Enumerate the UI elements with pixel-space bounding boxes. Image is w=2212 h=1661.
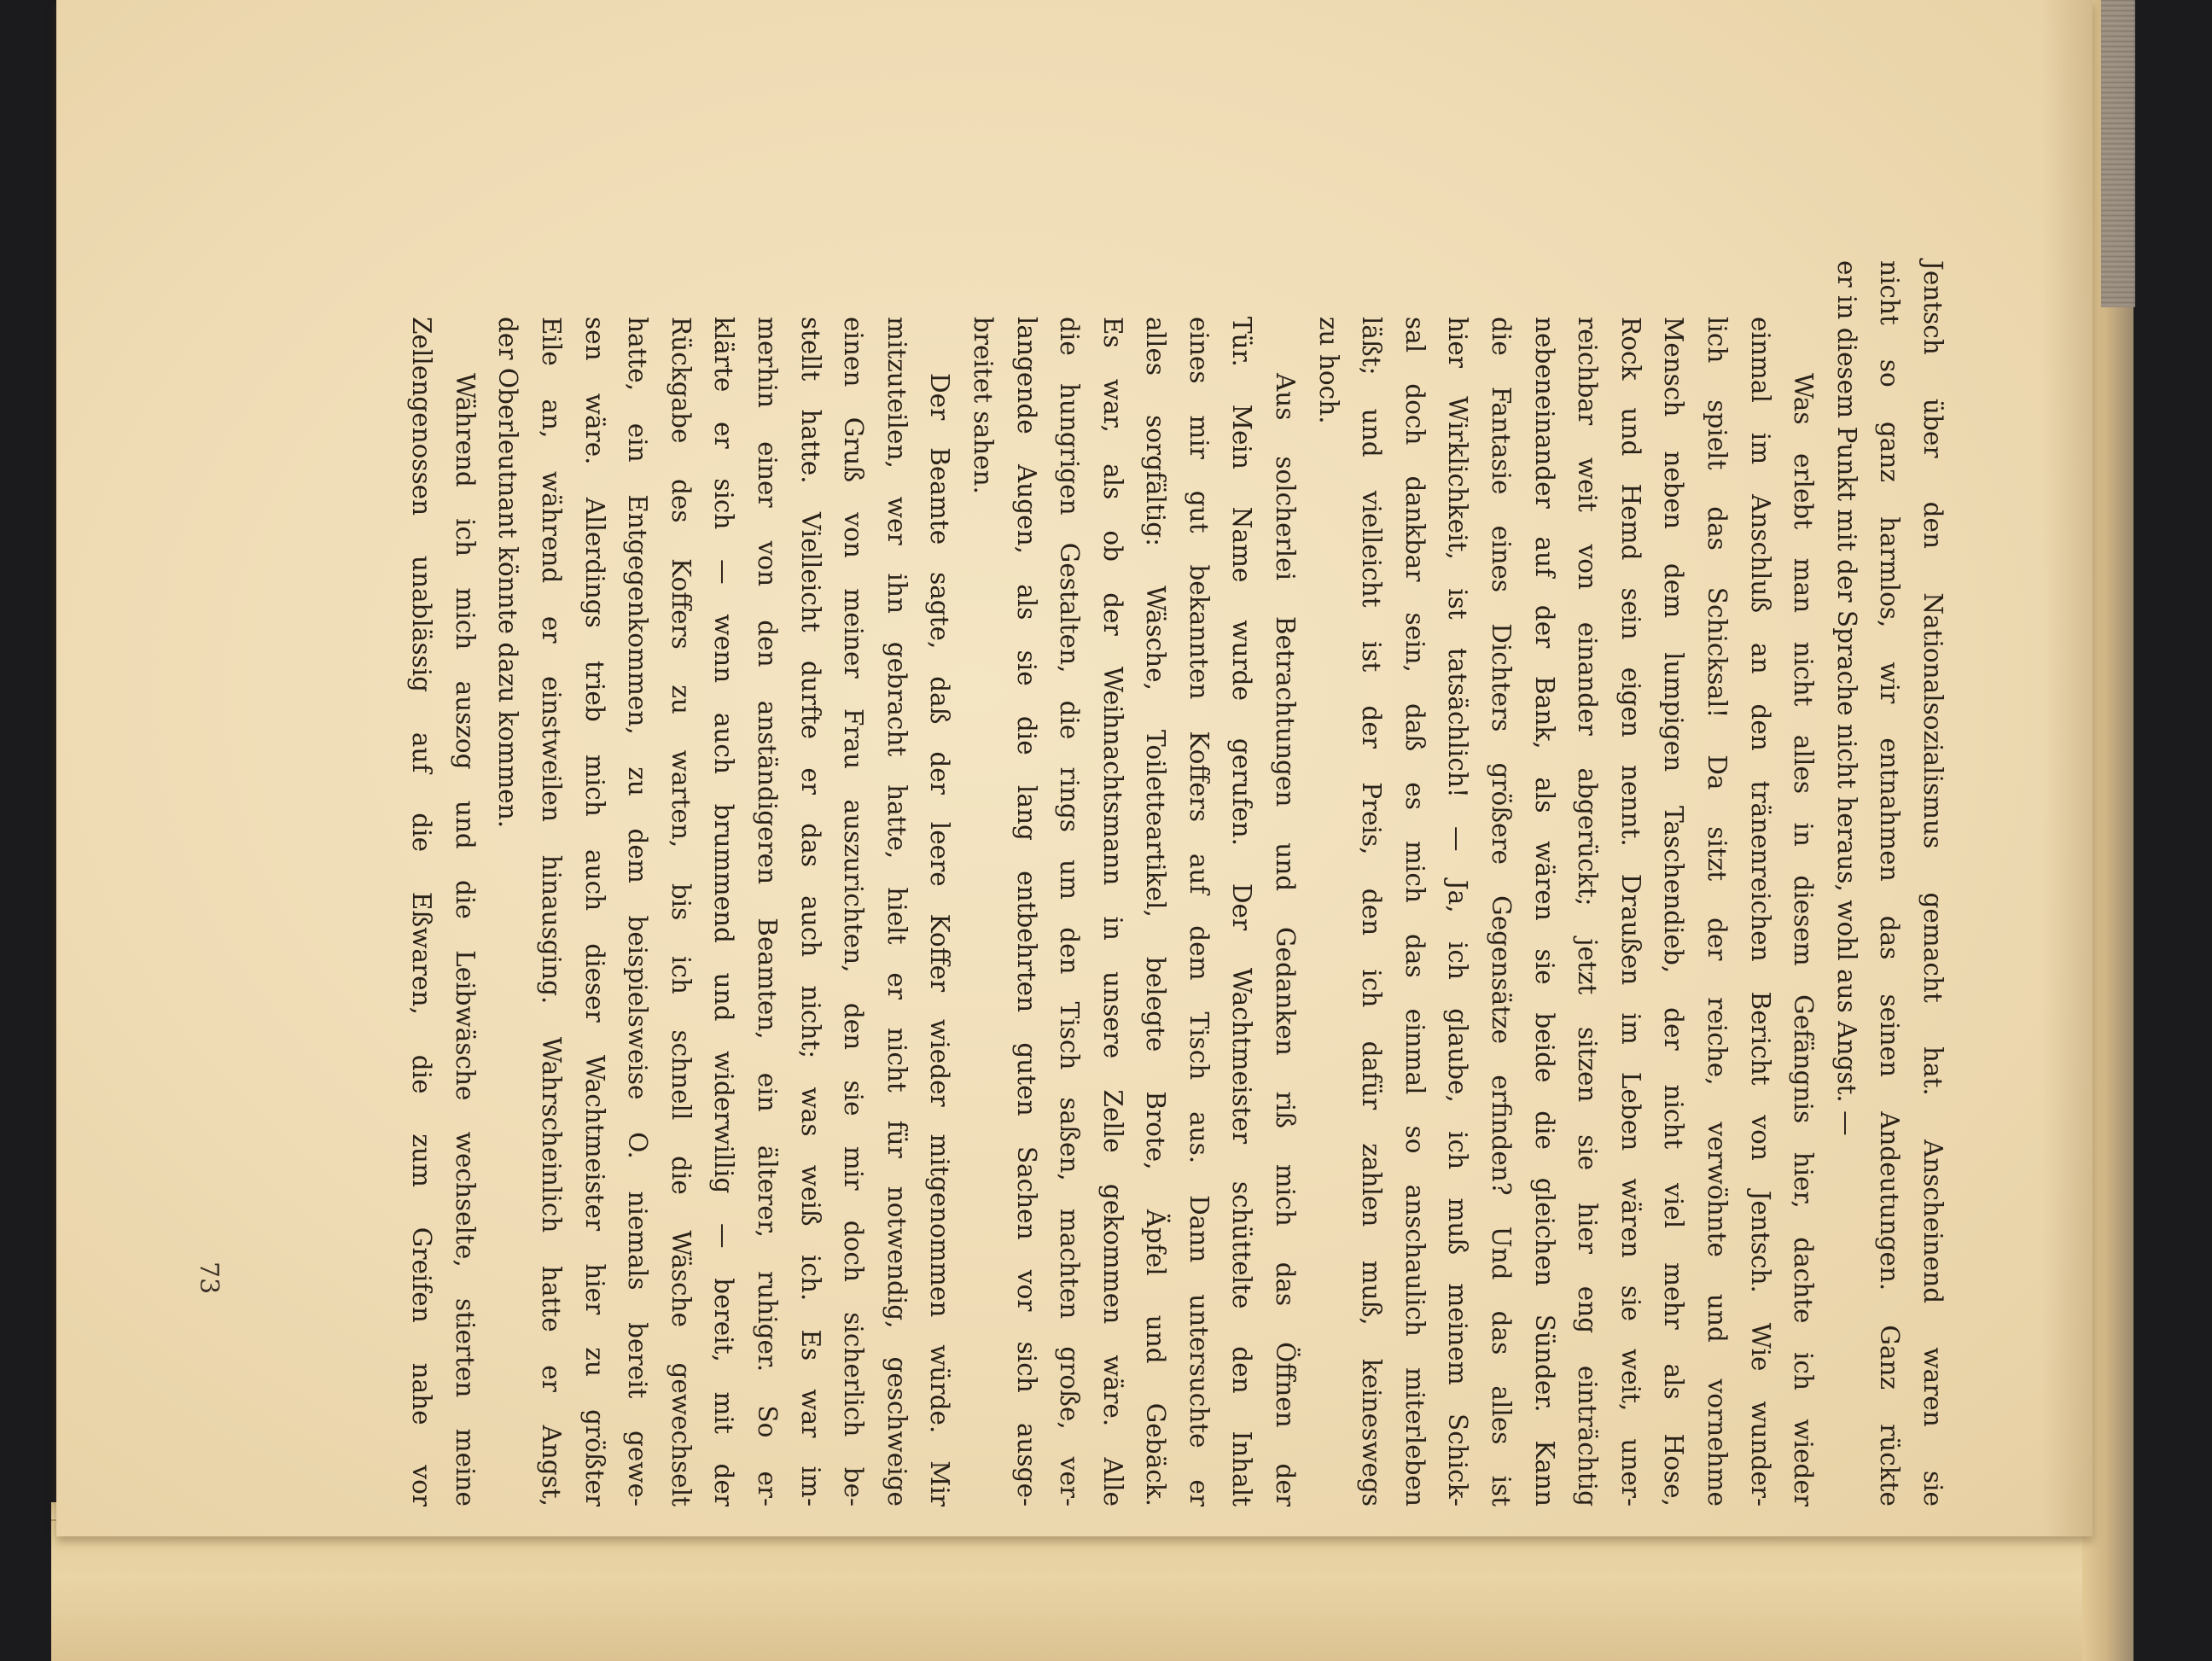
text-line: Mensch neben dem lumpigen Taschendieb, der nicht viel mehr als Hose, — [1659, 317, 1689, 1507]
text-line: lich spielt das Schicksal! Da sitzt der reiche, verwöhnte und vornehme — [1703, 317, 1732, 1507]
text-line: nicht so ganz harmlos, wir entnahmen das seinen Andeutungen. Ganz rückte — [1875, 260, 1905, 1507]
text-line: Rock und Hemd sein eigen nennt. Draußen im Leben wären sie weit, uner- — [1615, 317, 1645, 1507]
text-line: merhin einer von den anständigeren Beamten, ein älterer, ruhiger. So er- — [752, 317, 782, 1507]
text-body — [290, 260, 1954, 1507]
binding-cloth — [2101, 0, 2135, 307]
text-line: der Oberleutnant könnte dazu kommen. — [493, 317, 523, 829]
paragraph — [961, 260, 1307, 1507]
text-line: einmal im Anschluß an den tränenreichen Bericht von Jentsch. Wie wunder- — [1745, 317, 1775, 1507]
text-line: Eile an, während er einstweilen hinausging. Wahrscheinlich hatte er Angst, — [537, 317, 566, 1507]
text-line: Während ich mich auszog und die Leibwäsche wechselte, stierten meine — [450, 373, 480, 1507]
text-line: breitet sahen. — [968, 317, 998, 494]
text-line: langende Augen, als sie die lang entbehrten guten Sachen vor sich ausge- — [1011, 317, 1041, 1507]
text-line: sen wäre. Allerdings trieb mich auch dieser Wachtmeister hier zu größter — [579, 317, 609, 1507]
paragraph — [1825, 260, 1954, 1507]
text-line: sal doch dankbar sein, daß es mich das einmal so anschaulich miterleben — [1400, 317, 1429, 1507]
text-line: mitzuteilen, wer ihn gebracht hatte, hielt er nicht für notwendig, geschweige — [882, 317, 911, 1507]
underlying-page-edge — [51, 1519, 2116, 1661]
text-line: hatte, ein Entgegenkommen, zu dem beispielsweise O. niemals bereit gewe- — [623, 317, 653, 1507]
text-column — [290, 260, 1954, 1507]
text-line: läßt; und vielleicht ist der Preis, den ich dafür zahlen muß, keineswegs — [1357, 317, 1387, 1507]
paragraph — [400, 260, 486, 1507]
text-line: reichbar weit von einander abgerückt; jetzt sitzen sie hier eng einträchtig — [1573, 317, 1603, 1507]
text-line: einen Gruß von meiner Frau auszurichten, den sie mir doch sicherlich be- — [839, 317, 869, 1507]
text-line: stellt hatte. Vielleicht durfte er das auch nicht; was weiß ich. Es war im- — [795, 317, 825, 1507]
text-line: Rückgabe des Koffers zu warten, bis ich schnell die Wäsche gewechselt — [666, 317, 696, 1507]
text-line: alles sorgfältig: Wäsche, Toiletteartikel, belegte Brote, Äpfel und Gebäck. — [1141, 317, 1171, 1507]
text-line: Was erlebt man nicht alles in diesem Gefängnis hier, dachte ich wieder — [1789, 373, 1819, 1507]
text-line: Aus solcherlei Betrachtungen und Gedanken riß mich das Öffnen der — [1271, 373, 1301, 1507]
text-line: nebeneinander auf der Bank, als wären sie beide die gleichen Sünder. Kann — [1529, 317, 1559, 1507]
paragraph — [486, 260, 962, 1507]
text-line: Es war, als ob der Weihnachtsmann in unsere Zelle gekommen wäre. Alle — [1097, 317, 1127, 1507]
text-line: die hungrigen Gestalten, die rings um den Tisch saßen, machten große, ver- — [1055, 317, 1085, 1507]
text-line: klärte er sich — wenn auch brummend und widerwillig — bereit, mit der — [709, 317, 739, 1507]
text-line: die Fantasie eines Dichters größere Gegensätze erfinden? Und das alles ist — [1487, 317, 1516, 1507]
page-number: 73 — [194, 1262, 224, 1295]
text-line: eines mir gut bekannten Koffers auf dem Tisch aus. Dann untersuchte er — [1184, 317, 1214, 1507]
text-line: Tür. Mein Name wurde gerufen. Der Wachtmeister schüttelte den Inhalt — [1227, 317, 1257, 1507]
text-line: Jentsch über den Nationalsozialismus gemacht hat. Anscheinend waren sie — [1918, 260, 1947, 1507]
text-line: zu hoch. — [1313, 317, 1343, 424]
paragraph — [1307, 260, 1825, 1507]
text-line: Der Beamte sagte, daß der leere Koffer wieder mitgenommen würde. Mir — [925, 373, 955, 1507]
text-line: er in diesem Punkt mit der Sprache nicht heraus, wohl aus Angst. — — [1831, 260, 1861, 1136]
text-line: hier Wirklichkeit, ist tatsächlich! — Ja, ich glaube, ich muß meinem Schick- — [1443, 317, 1473, 1507]
text-line: Zellengenossen unablässig auf die Eßwaren, die zum Greifen nahe vor — [407, 317, 437, 1507]
